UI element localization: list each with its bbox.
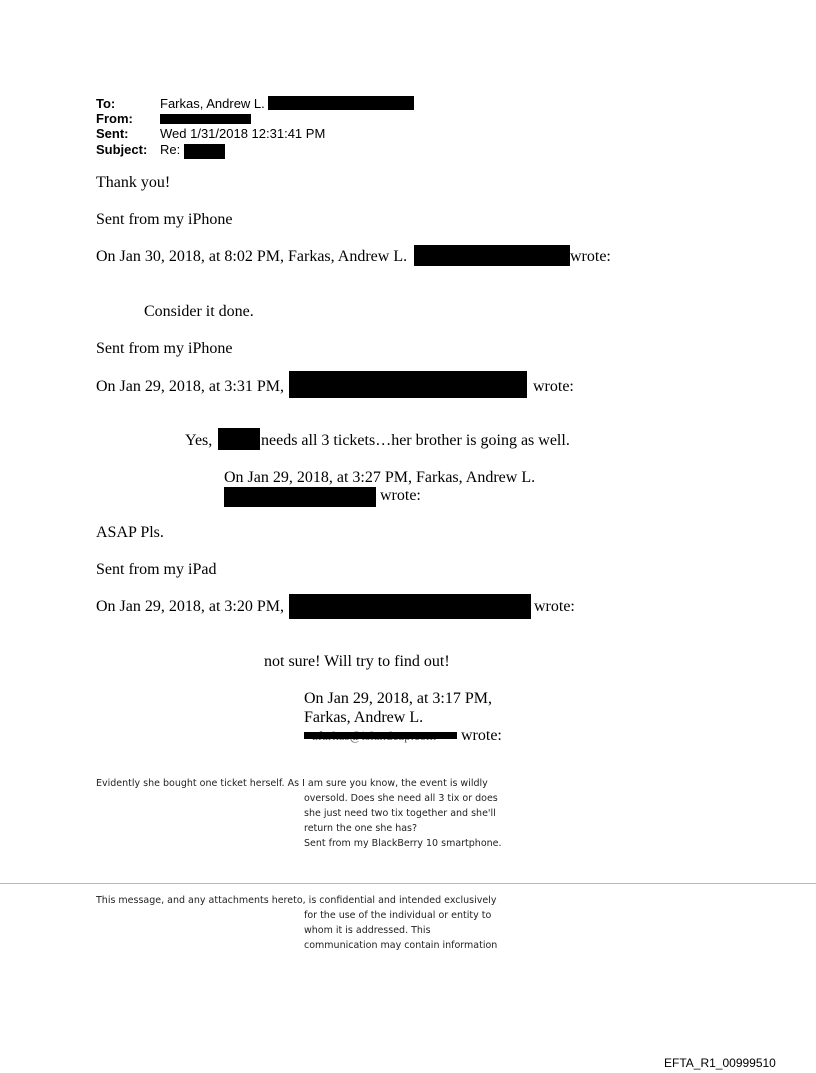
body-line: Thank you! bbox=[96, 174, 171, 191]
quote-header: On Jan 29, 2018, at 3:31 PM, bbox=[96, 378, 284, 395]
quote-header: On Jan 30, 2018, at 8:02 PM, Farkas, Andrew L. bbox=[96, 248, 408, 265]
signature-line: Sent from my iPhone bbox=[96, 340, 233, 357]
body-line: not sure! Will try to find out! bbox=[264, 653, 450, 670]
signature-line: Sent from my iPad bbox=[96, 561, 217, 578]
disclaimer-text: for the use of the individual or entity to bbox=[304, 910, 492, 921]
quoted-text: Evidently she bought one ticket herself. As I am sure you know, the event is wildly bbox=[96, 778, 488, 789]
body-line: ASAP Pls. bbox=[96, 524, 164, 541]
sent-label: Sent: bbox=[96, 126, 129, 141]
redaction-email bbox=[414, 245, 570, 266]
document-id: EFTA_R1_00999510 bbox=[664, 1056, 776, 1070]
quote-header-name: Farkas, Andrew L. bbox=[304, 709, 424, 726]
redaction-name bbox=[218, 428, 260, 450]
to-value: Farkas, Andrew L. bbox=[160, 96, 265, 111]
divider bbox=[0, 883, 816, 884]
quote-header: On Jan 29, 2018, at 3:20 PM, bbox=[96, 598, 284, 615]
body-line: Consider it done. bbox=[144, 303, 254, 320]
quote-wrote: wrote: bbox=[570, 248, 611, 265]
redaction-email bbox=[224, 487, 376, 507]
quote-header: On Jan 29, 2018, at 3:17 PM, bbox=[304, 690, 492, 707]
redaction-from bbox=[160, 114, 251, 124]
body-line: Yes, bbox=[185, 432, 213, 449]
quote-wrote: wrote: bbox=[533, 378, 574, 395]
redaction-subject bbox=[184, 144, 225, 159]
signature-line: Sent from my iPhone bbox=[96, 211, 233, 228]
quoted-text: return the one she has? bbox=[304, 823, 418, 834]
subject-label: Subject: bbox=[96, 142, 148, 157]
subject-value: Re: bbox=[160, 142, 181, 157]
sent-value: Wed 1/31/2018 12:31:41 PM bbox=[160, 126, 326, 141]
quote-wrote: wrote: bbox=[380, 487, 421, 504]
redaction-to-email bbox=[268, 96, 414, 110]
body-line: needs all 3 tickets…her brother is going as well. bbox=[261, 432, 570, 449]
redaction-sender bbox=[289, 371, 527, 398]
from-label: From: bbox=[96, 111, 133, 126]
quoted-signature: Sent from my BlackBerry 10 smartphone. bbox=[304, 838, 502, 849]
quote-header: On Jan 29, 2018, at 3:27 PM, Farkas, Andrew L. bbox=[224, 469, 536, 486]
to-label: To: bbox=[96, 96, 116, 111]
quote-wrote: wrote: bbox=[534, 598, 575, 615]
quoted-text: she just need two tix together and she'll bbox=[304, 808, 496, 819]
redaction-sender bbox=[289, 594, 531, 619]
quote-wrote: wrote: bbox=[461, 727, 502, 744]
disclaimer-text: whom it is addressed. This bbox=[304, 925, 431, 936]
disclaimer-text: communication may contain information bbox=[304, 940, 498, 951]
redaction-email bbox=[304, 732, 457, 739]
quoted-text: oversold. Does she need all 3 tix or does bbox=[304, 793, 498, 804]
disclaimer-text: This message, and any attachments hereto, is confidential and intended exclusively bbox=[96, 895, 497, 906]
